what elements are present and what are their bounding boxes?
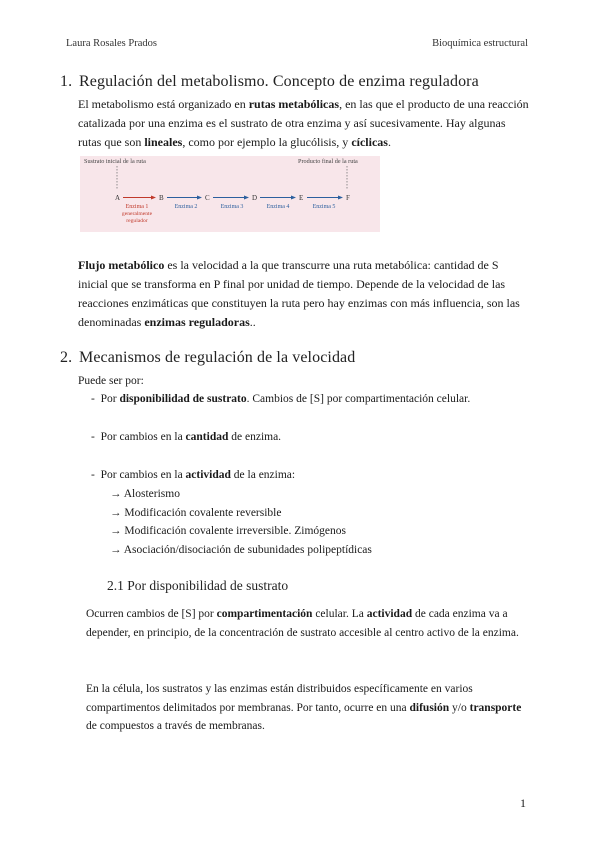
dash: -	[91, 469, 95, 481]
end-label: Producto final de la ruta	[298, 158, 358, 165]
pathway-svg	[80, 156, 380, 232]
node-e: E	[299, 194, 304, 202]
term-ciclicas: cíclicas	[351, 135, 388, 149]
section-1-heading	[60, 73, 479, 91]
section-2-intro: Puede ser por:	[78, 375, 144, 387]
paragraph-compartimentacion	[86, 605, 530, 642]
subitem-mod-reversible: → Modificación covalente reversible	[110, 507, 282, 519]
metabolic-pathway-diagram	[80, 156, 380, 232]
enzyme-5-label: Enzima 5	[312, 204, 336, 210]
start-label: Sustrato inicial de la ruta	[84, 158, 146, 165]
enzyme-4-label: Enzima 4	[266, 204, 290, 210]
section-2-number: 2.	[60, 349, 73, 366]
text: En la célula, los sustratos y las enzimas están distribuidos específicamente en varios compartimentos delimitados por membranas. Por tanto, ocurre en una	[86, 683, 473, 714]
text: El metabolismo está organizado en	[78, 97, 249, 111]
text: y/o	[449, 701, 470, 714]
text: Por cambios en la	[100, 469, 186, 481]
text: Por	[100, 393, 120, 405]
section-1-number: 1.	[60, 73, 73, 90]
node-b: B	[159, 194, 164, 202]
dash: -	[91, 431, 95, 443]
term-lineales: lineales	[144, 135, 183, 149]
term-transporte: transporte	[469, 701, 522, 714]
term-cantidad: cantidad	[185, 431, 229, 443]
bullet-cantidad	[91, 428, 281, 446]
text: celular. La	[312, 608, 367, 620]
term-actividad: actividad	[185, 469, 231, 481]
text: de enzima.	[228, 431, 282, 443]
term-flujo-metabolico: Flujo metabólico	[78, 258, 165, 272]
enzyme-1-note-2: regulador	[126, 218, 148, 224]
text: .	[387, 135, 391, 149]
dash: -	[91, 393, 95, 405]
arrowhead-2	[197, 196, 202, 200]
section-2-heading	[60, 349, 355, 367]
subitem-asociacion: → Asociación/disociación de subunidades polipeptídicas	[110, 544, 372, 556]
paragraph-flujo	[78, 256, 530, 332]
subsection-2-1-title: 2.1 Por disponibilidad de sustrato	[107, 578, 289, 593]
node-d: D	[252, 194, 258, 202]
term-enzimas-reguladoras: enzimas reguladoras	[144, 315, 250, 329]
term-rutas-metabolicas: rutas metabólicas	[248, 97, 340, 111]
text: de cada enzima va a depender, en principio, de la concentración de sustrato accesible al centro activo de la enzima.	[86, 608, 519, 639]
page-number: 1	[520, 796, 526, 810]
enzyme-1-note-1: generalmente	[121, 211, 153, 217]
node-c: C	[205, 194, 210, 202]
header-subject: Bioquímica estructural	[432, 38, 528, 49]
arrowhead-4	[291, 196, 296, 200]
text: ..	[249, 315, 256, 329]
text: es la velocidad a la que transcurre una ruta metabólica: cantidad de S inicial que se transforma en P final por unidad de tiempo. Depende de la velocidad de las reacciones enzimáticas que constituyen la ruta pero hay enzimas con más influencia, son las denominadas	[78, 258, 520, 329]
section-1-title: Regulación del metabolismo. Concepto de enzima reguladora	[79, 73, 479, 90]
text: Por cambios en la	[100, 431, 186, 443]
term-disponibilidad: disponibilidad de sustrato	[119, 393, 247, 405]
paragraph-celula	[86, 680, 530, 736]
term-difusion: difusión	[409, 701, 450, 714]
enzyme-2-label: Enzima 2	[174, 204, 198, 210]
bullet-actividad	[91, 466, 295, 484]
text: de la enzima:	[230, 469, 296, 481]
term-compartimentacion: compartimentación	[216, 608, 313, 620]
arrowhead-1	[151, 196, 156, 200]
enzyme-1-label: Enzima 1	[125, 204, 149, 210]
text: , en las que el producto de una reacción catalizada por una enzima es el sustrato de otra enzima y así sucesivamente. Hay algunas rutas que son	[78, 97, 529, 149]
arrowhead-3	[244, 196, 249, 200]
text: , como por ejemplo la glucólisis, y	[182, 135, 352, 149]
arrowhead-5	[338, 196, 343, 200]
term-actividad-2: actividad	[366, 608, 413, 620]
bullet-disponibilidad	[91, 390, 470, 408]
node-a: A	[115, 194, 121, 202]
subitem-alosterismo: → Alosterismo	[110, 488, 180, 500]
section-2-title: Mecanismos de regulación de la velocidad	[79, 349, 356, 366]
enzyme-3-label: Enzima 3	[220, 204, 244, 210]
paragraph-rutas	[78, 95, 530, 152]
subitem-mod-irreversible: → Modificación covalente irreversible. Zimógenos	[110, 525, 346, 537]
node-f: F	[346, 194, 350, 202]
text: de compuestos a través de membranas.	[86, 720, 265, 733]
text: Ocurren cambios de [S] por	[86, 608, 217, 620]
header-author: Laura Rosales Prados	[66, 38, 157, 49]
text: . Cambios de [S] por compartimentación celular.	[246, 393, 471, 405]
